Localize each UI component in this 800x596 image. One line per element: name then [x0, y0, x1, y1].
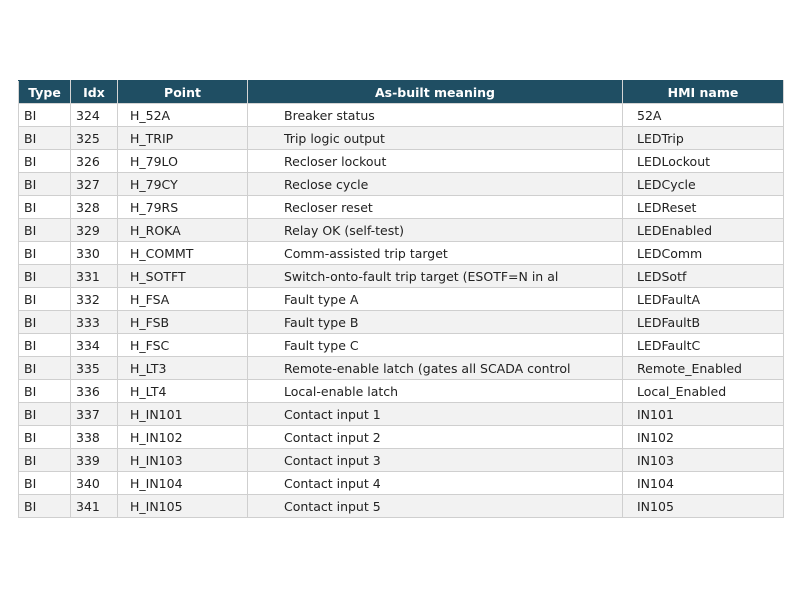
header-point: Point [118, 81, 248, 104]
cell-type: BI [19, 104, 71, 127]
cell-meaning: Contact input 4 [248, 472, 623, 495]
cell-idx: 324 [71, 104, 118, 127]
table-row [19, 380, 784, 403]
table-row [19, 219, 784, 242]
table-row [19, 357, 784, 380]
cell-idx: 341 [71, 495, 118, 518]
points-table [18, 80, 784, 518]
header-row [19, 81, 784, 104]
cell-type: BI [19, 403, 71, 426]
cell-hmi-name: IN104 [623, 472, 784, 495]
header-idx: Idx [71, 81, 118, 104]
cell-hmi-name: LEDCycle [623, 173, 784, 196]
cell-meaning: Comm-assisted trip target [248, 242, 623, 265]
cell-point: H_79RS [118, 196, 248, 219]
table-row [19, 311, 784, 334]
cell-type: BI [19, 380, 71, 403]
points-sheet [18, 80, 783, 518]
cell-type: BI [19, 426, 71, 449]
table-row [19, 150, 784, 173]
cell-hmi-name: IN101 [623, 403, 784, 426]
cell-point: H_79LO [118, 150, 248, 173]
cell-idx: 332 [71, 288, 118, 311]
cell-idx: 329 [71, 219, 118, 242]
cell-type: BI [19, 357, 71, 380]
cell-hmi-name: Local_Enabled [623, 380, 784, 403]
cell-type: BI [19, 495, 71, 518]
cell-idx: 334 [71, 334, 118, 357]
cell-meaning: Reclose cycle [248, 173, 623, 196]
cell-idx: 339 [71, 449, 118, 472]
cell-meaning: Fault type B [248, 311, 623, 334]
table-body [19, 104, 784, 518]
header-type: Type [19, 81, 71, 104]
cell-point: H_IN104 [118, 472, 248, 495]
cell-type: BI [19, 472, 71, 495]
table-row [19, 104, 784, 127]
cell-idx: 326 [71, 150, 118, 173]
cell-type: BI [19, 334, 71, 357]
cell-hmi-name: LEDComm [623, 242, 784, 265]
cell-meaning: Fault type A [248, 288, 623, 311]
cell-type: BI [19, 311, 71, 334]
cell-point: H_LT3 [118, 357, 248, 380]
cell-point: H_79CY [118, 173, 248, 196]
cell-type: BI [19, 173, 71, 196]
cell-hmi-name: LEDLockout [623, 150, 784, 173]
table-row [19, 173, 784, 196]
cell-point: H_IN105 [118, 495, 248, 518]
table-row [19, 426, 784, 449]
cell-hmi-name: LEDSotf [623, 265, 784, 288]
cell-meaning: Contact input 3 [248, 449, 623, 472]
table-row [19, 242, 784, 265]
cell-idx: 328 [71, 196, 118, 219]
cell-hmi-name: LEDFaultC [623, 334, 784, 357]
table-row [19, 472, 784, 495]
cell-meaning: Recloser reset [248, 196, 623, 219]
cell-meaning: Trip logic output [248, 127, 623, 150]
table-row [19, 265, 784, 288]
header-meaning: As-built meaning [248, 81, 623, 104]
cell-meaning: Breaker status [248, 104, 623, 127]
cell-hmi-name: 52A [623, 104, 784, 127]
cell-type: BI [19, 219, 71, 242]
cell-meaning: Fault type C [248, 334, 623, 357]
cell-meaning: Contact input 5 [248, 495, 623, 518]
cell-point: H_FSA [118, 288, 248, 311]
cell-idx: 335 [71, 357, 118, 380]
cell-idx: 331 [71, 265, 118, 288]
cell-meaning: Local-enable latch [248, 380, 623, 403]
cell-type: BI [19, 288, 71, 311]
cell-idx: 327 [71, 173, 118, 196]
cell-point: H_FSC [118, 334, 248, 357]
table-row [19, 495, 784, 518]
cell-point: H_IN101 [118, 403, 248, 426]
cell-idx: 340 [71, 472, 118, 495]
cell-hmi-name: LEDTrip [623, 127, 784, 150]
cell-meaning: Contact input 2 [248, 426, 623, 449]
table-row [19, 449, 784, 472]
cell-type: BI [19, 127, 71, 150]
cell-type: BI [19, 265, 71, 288]
cell-type: BI [19, 196, 71, 219]
table-row [19, 196, 784, 219]
cell-hmi-name: IN105 [623, 495, 784, 518]
cell-idx: 338 [71, 426, 118, 449]
cell-hmi-name: LEDFaultB [623, 311, 784, 334]
cell-hmi-name: Remote_Enabled [623, 357, 784, 380]
cell-idx: 325 [71, 127, 118, 150]
cell-point: H_IN103 [118, 449, 248, 472]
cell-idx: 336 [71, 380, 118, 403]
table-row [19, 334, 784, 357]
cell-point: H_LT4 [118, 380, 248, 403]
cell-point: H_TRIP [118, 127, 248, 150]
cell-type: BI [19, 150, 71, 173]
cell-meaning: Relay OK (self-test) [248, 219, 623, 242]
cell-point: H_IN102 [118, 426, 248, 449]
cell-meaning: Contact input 1 [248, 403, 623, 426]
cell-idx: 330 [71, 242, 118, 265]
table-row [19, 288, 784, 311]
cell-hmi-name: LEDReset [623, 196, 784, 219]
cell-idx: 337 [71, 403, 118, 426]
cell-hmi-name: IN103 [623, 449, 784, 472]
table-row [19, 127, 784, 150]
cell-point: H_COMMT [118, 242, 248, 265]
cell-point: H_SOTFT [118, 265, 248, 288]
cell-meaning: Recloser lockout [248, 150, 623, 173]
cell-type: BI [19, 449, 71, 472]
cell-point: H_52A [118, 104, 248, 127]
cell-hmi-name: LEDEnabled [623, 219, 784, 242]
table-row [19, 403, 784, 426]
cell-point: H_ROKA [118, 219, 248, 242]
header-hmi-name: HMI name [623, 81, 784, 104]
cell-type: BI [19, 242, 71, 265]
cell-hmi-name: IN102 [623, 426, 784, 449]
cell-point: H_FSB [118, 311, 248, 334]
cell-meaning: Switch-onto-fault trip target (ESOTF=N in al [248, 265, 623, 288]
cell-meaning: Remote-enable latch (gates all SCADA control [248, 357, 623, 380]
cell-idx: 333 [71, 311, 118, 334]
cell-hmi-name: LEDFaultA [623, 288, 784, 311]
